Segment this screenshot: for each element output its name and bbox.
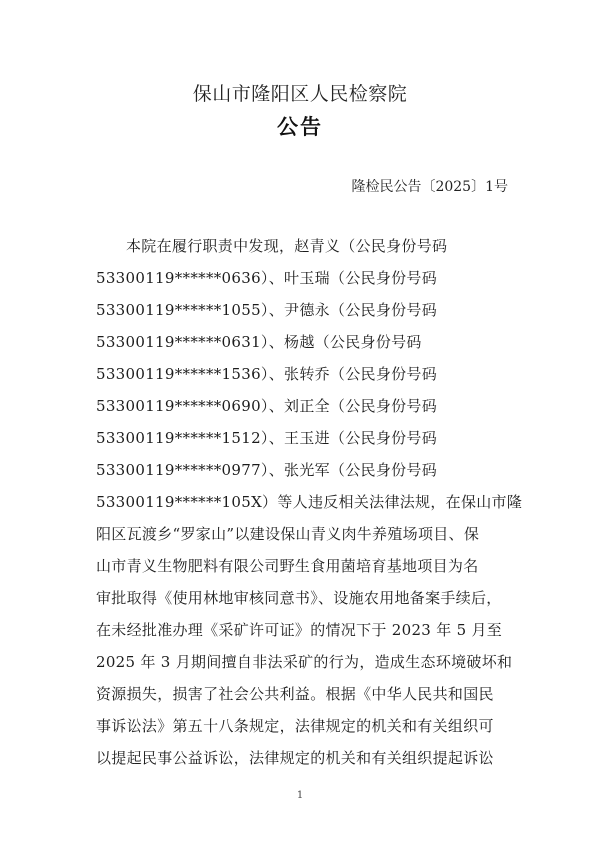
body-line-4: 53300119******0631）、杨越（公民身份号码 [96, 333, 422, 351]
body-line-13: 在未经批准办理《采矿许可证》的情况下于 2023 年 5 月至 [96, 621, 503, 639]
body-line-7: 53300119******1512）、王玉进（公民身份号码 [96, 429, 438, 447]
body-line-14: 2025 年 3 月期间擅自非法采矿的行为，造成生态环境破坏和 [96, 653, 513, 671]
body-line-8: 53300119******0977）、张光军（公民身份号码 [96, 461, 438, 479]
body-line-10: 阳区瓦渡乡“罗家山”以建设保山青义肉牛养殖场项目、保 [96, 525, 480, 543]
body-line-15: 资源损失，损害了社会公共利益。根据《中华人民共和国民 [96, 685, 494, 703]
body-line-11: 山市青义生物肥料有限公司野生食用菌培育基地项目为名 [96, 557, 479, 575]
body-line-3: 53300119******1055）、尹德永（公民身份号码 [96, 301, 438, 319]
body-line-16: 事诉讼法》第五十八条规定，法律规定的机关和有关组织可 [96, 717, 494, 735]
document-title: 公告 [277, 115, 323, 139]
organization-name: 保山市隆阳区人民检察院 [192, 83, 408, 105]
body-line-5: 53300119******1536）、张转乔（公民身份号码 [96, 365, 438, 383]
body-line-6: 53300119******0690）、刘正全（公民身份号码 [96, 397, 438, 415]
document-number: 隆检民公告〔2025〕1号 [351, 179, 508, 195]
body-line-9: 53300119******105X）等人违反相关法律法规，在保山市隆 [96, 493, 523, 511]
body-line-12: 审批取得《使用林地审核同意书》、设施农用地备案手续后， [96, 589, 502, 607]
body-line-17: 以提起民事公益诉讼，法律规定的机关和有关组织提起诉讼 [96, 749, 494, 767]
body-line-1: 本院在履行职责中发现，赵青义（公民身份号码 [126, 237, 448, 255]
page-number: 1 [296, 790, 304, 801]
body-line-2: 53300119******0636）、叶玉瑞（公民身份号码 [96, 269, 438, 287]
